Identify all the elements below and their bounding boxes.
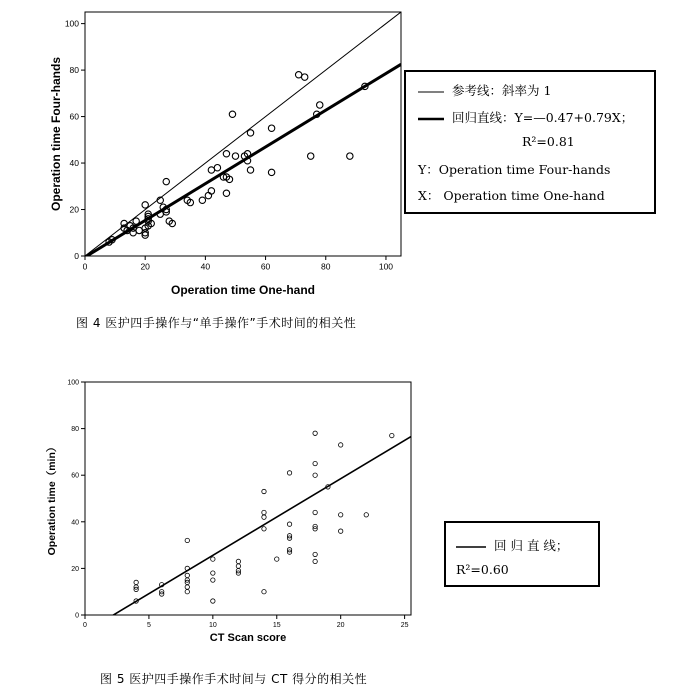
regression-line-swatch bbox=[418, 116, 444, 122]
x-tick-label: 25 bbox=[400, 622, 409, 629]
x-tick-label: 0 bbox=[83, 622, 87, 629]
y-axis-title: Operation time Four-hands bbox=[49, 56, 63, 212]
legend-r2-text: R²=0.81 bbox=[522, 134, 575, 149]
legend2-regression-entry bbox=[456, 536, 568, 554]
chart-2-legend bbox=[444, 521, 600, 587]
x-tick-label: 0 bbox=[82, 261, 88, 272]
x-tick-label: 15 bbox=[272, 622, 281, 629]
chart-2 bbox=[45, 379, 411, 644]
y-tick-label: 80 bbox=[69, 65, 79, 76]
x-axis-title: Operation time One-hand bbox=[170, 283, 316, 297]
y-tick-label: 20 bbox=[71, 565, 79, 573]
chart-2-plot-area bbox=[85, 382, 411, 615]
y-tick-label: 0 bbox=[74, 250, 79, 261]
y-tick-label: 60 bbox=[71, 472, 79, 480]
y-tick-label: 100 bbox=[67, 379, 79, 387]
x-axis-title: CT Scan score bbox=[209, 632, 287, 644]
legend-ref-text: 参考线：斜率为 1 bbox=[452, 83, 552, 98]
legend-y-definition: Y：Operation time Four-hands bbox=[418, 162, 611, 177]
chart-1 bbox=[49, 12, 401, 297]
legend-ref-line-entry bbox=[418, 81, 551, 99]
x-tick-label: 40 bbox=[200, 261, 211, 272]
figure-4-caption: 图 4 医护四手操作与“单手操作”手术时间的相关性 bbox=[76, 316, 357, 330]
x-tick-label: 60 bbox=[260, 261, 271, 272]
legend-x-definition: X： Operation time One-hand bbox=[418, 188, 605, 203]
figure-5-caption: 图 5 医护四手操作手术时间与 CT 得分的相关性 bbox=[100, 672, 368, 686]
legend-regression-text: 回归直线：Y=—0.47+0.79X； bbox=[452, 110, 634, 125]
y-tick-label: 0 bbox=[75, 612, 79, 620]
reference-line-swatch bbox=[418, 89, 444, 95]
legend2-regression-text: 回 归 直 线； bbox=[494, 538, 569, 553]
x-tick-label: 20 bbox=[336, 622, 345, 629]
y-axis-title: Operation time（min） bbox=[46, 441, 58, 556]
x-tick-label: 20 bbox=[140, 261, 150, 272]
x-tick-label: 10 bbox=[208, 622, 217, 629]
y-tick-label: 60 bbox=[69, 111, 79, 122]
y-tick-label: 40 bbox=[69, 158, 79, 169]
legend-regression-entry bbox=[418, 108, 633, 126]
y-tick-label: 80 bbox=[71, 426, 79, 434]
chart-1-legend bbox=[404, 70, 656, 214]
regression-line-swatch-2 bbox=[456, 544, 486, 550]
x-tick-label: 5 bbox=[146, 622, 151, 629]
y-tick-label: 20 bbox=[69, 204, 79, 215]
x-tick-label: 100 bbox=[378, 261, 394, 272]
y-tick-label: 40 bbox=[71, 519, 79, 527]
x-tick-label: 80 bbox=[321, 261, 331, 272]
y-tick-label: 100 bbox=[64, 18, 79, 29]
legend2-r2-text: R²=0.60 bbox=[456, 562, 509, 577]
